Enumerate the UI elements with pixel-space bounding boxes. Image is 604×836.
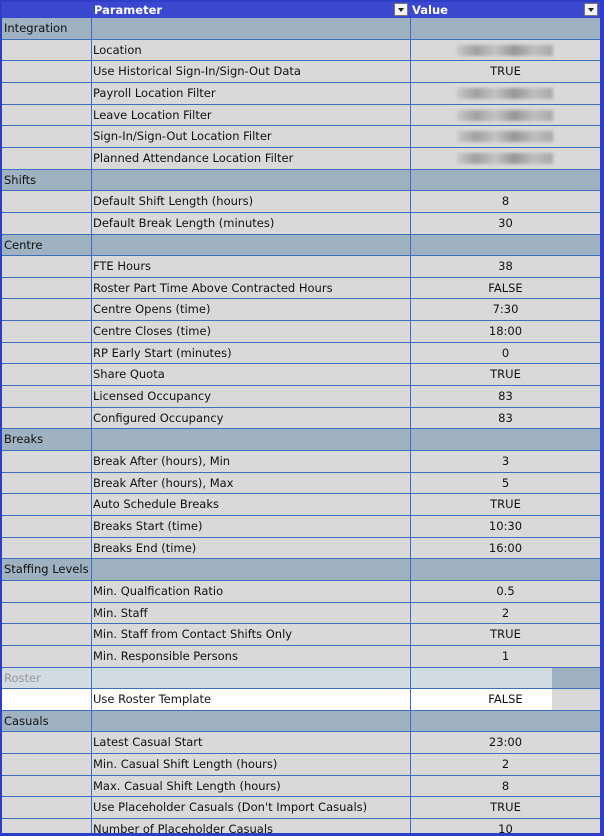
parameter-cell: Breaks Start (time) <box>93 518 203 533</box>
value-cell[interactable]: 18:00 <box>488 324 523 339</box>
parameters-table <box>2 2 600 833</box>
value-cell[interactable]: 10 <box>498 822 513 833</box>
parameter-cell: Min. Staff <box>93 605 148 620</box>
section-label: Shifts <box>4 172 37 187</box>
parameter-cell: Min. Casual Shift Length (hours) <box>93 757 278 772</box>
value-cell[interactable]: 1 <box>501 648 510 663</box>
value-cell[interactable]: 2 <box>501 757 510 772</box>
parameter-filter-dropdown-icon[interactable] <box>394 3 408 16</box>
section-label: Integration <box>4 21 68 35</box>
parameter-cell: Default Break Length (minutes) <box>93 215 275 230</box>
parameter-cell: Break After (hours), Min <box>93 454 231 468</box>
value-cell[interactable]: 0 <box>501 345 510 360</box>
value-cell[interactable]: FALSE <box>488 692 523 707</box>
parameter-cell: Leave Location Filter <box>93 107 212 122</box>
section-label: Centre <box>4 237 43 252</box>
parameter-column-header <box>92 2 410 18</box>
parameter-cell: Roster Part Time Above Contracted Hours <box>93 280 333 295</box>
parameter-cell: Use Roster Template <box>93 692 212 707</box>
parameter-cell: Sign-In/Sign-Out Location Filter <box>93 129 272 144</box>
parameter-cell: Licensed Occupancy <box>93 389 212 404</box>
value-cell[interactable]: 5 <box>501 475 510 490</box>
value-cell[interactable]: 83 <box>498 410 513 425</box>
parameter-cell: Share Quota <box>93 367 165 382</box>
value-filter-dropdown-icon[interactable] <box>584 3 598 16</box>
value-cell[interactable]: 3 <box>501 454 510 468</box>
parameter-cell: Centre Closes (time) <box>93 324 212 339</box>
parameter-cell: Planned Attendance Location Filter <box>93 150 294 165</box>
parameter-cell: Break After (hours), Max <box>93 475 234 490</box>
redacted-value-blur <box>457 110 553 121</box>
table-header <box>2 2 600 18</box>
parameter-cell: Min. Qualfication Ratio <box>93 583 224 598</box>
value-header-label: Value <box>412 3 448 17</box>
parameter-cell: Latest Casual Start <box>93 735 203 750</box>
redacted-value-blur <box>457 45 553 56</box>
value-cell[interactable]: 2 <box>501 605 510 620</box>
section-label: Breaks <box>4 432 44 447</box>
parameter-cell: Default Shift Length (hours) <box>93 194 254 209</box>
section-label: Casuals <box>4 713 49 728</box>
section-label: Staffing Levels <box>4 562 89 577</box>
value-cell[interactable]: 8 <box>501 778 510 793</box>
value-cell[interactable]: FALSE <box>488 280 523 295</box>
redacted-value-blur <box>457 131 553 142</box>
value-cell[interactable]: TRUE <box>490 367 521 382</box>
value-cell[interactable]: 23:00 <box>488 735 523 750</box>
parameter-cell: Use Placeholder Casuals (Don't Import Casuals) <box>93 800 368 815</box>
parameter-cell: Auto Schedule Breaks <box>93 497 219 512</box>
parameter-cell: Breaks End (time) <box>93 540 197 555</box>
value-cell[interactable]: 83 <box>498 389 513 404</box>
value-cell[interactable]: 10:30 <box>488 518 523 533</box>
parameter-cell: Min. Staff from Contact Shifts Only <box>93 627 293 642</box>
value-cell[interactable]: TRUE <box>490 497 521 512</box>
value-cell[interactable]: TRUE <box>490 64 521 79</box>
column-divider <box>91 18 92 833</box>
column-divider <box>410 18 411 833</box>
parameter-cell: Location <box>93 42 142 57</box>
parameter-cell: Min. Responsible Persons <box>93 648 238 663</box>
parameter-cell: Centre Opens (time) <box>93 302 211 317</box>
value-cell[interactable]: 30 <box>498 215 513 230</box>
value-column-header <box>410 2 600 18</box>
parameter-header-label: Parameter <box>94 3 163 17</box>
value-cell[interactable]: 7:30 <box>492 302 519 317</box>
value-cell[interactable]: 38 <box>498 259 513 274</box>
parameter-cell: Number of Placeholder Casuals <box>93 822 274 833</box>
redacted-value-blur <box>457 153 553 164</box>
value-cell[interactable]: 0.5 <box>496 583 515 598</box>
parameter-cell: RP Early Start (minutes) <box>93 345 232 360</box>
parameter-cell: Payroll Location Filter <box>93 85 216 100</box>
value-cell[interactable]: 8 <box>501 194 510 209</box>
value-cell[interactable]: 16:00 <box>488 540 523 555</box>
parameter-cell: Configured Occupancy <box>93 410 224 425</box>
parameter-cell: FTE Hours <box>93 259 152 274</box>
value-cell[interactable]: TRUE <box>490 800 521 815</box>
redacted-value-blur <box>457 88 553 99</box>
value-cell[interactable]: TRUE <box>490 627 521 642</box>
parameter-cell: Max. Casual Shift Length (hours) <box>93 778 281 793</box>
parameter-cell: Use Historical Sign-In/Sign-Out Data <box>93 64 301 79</box>
